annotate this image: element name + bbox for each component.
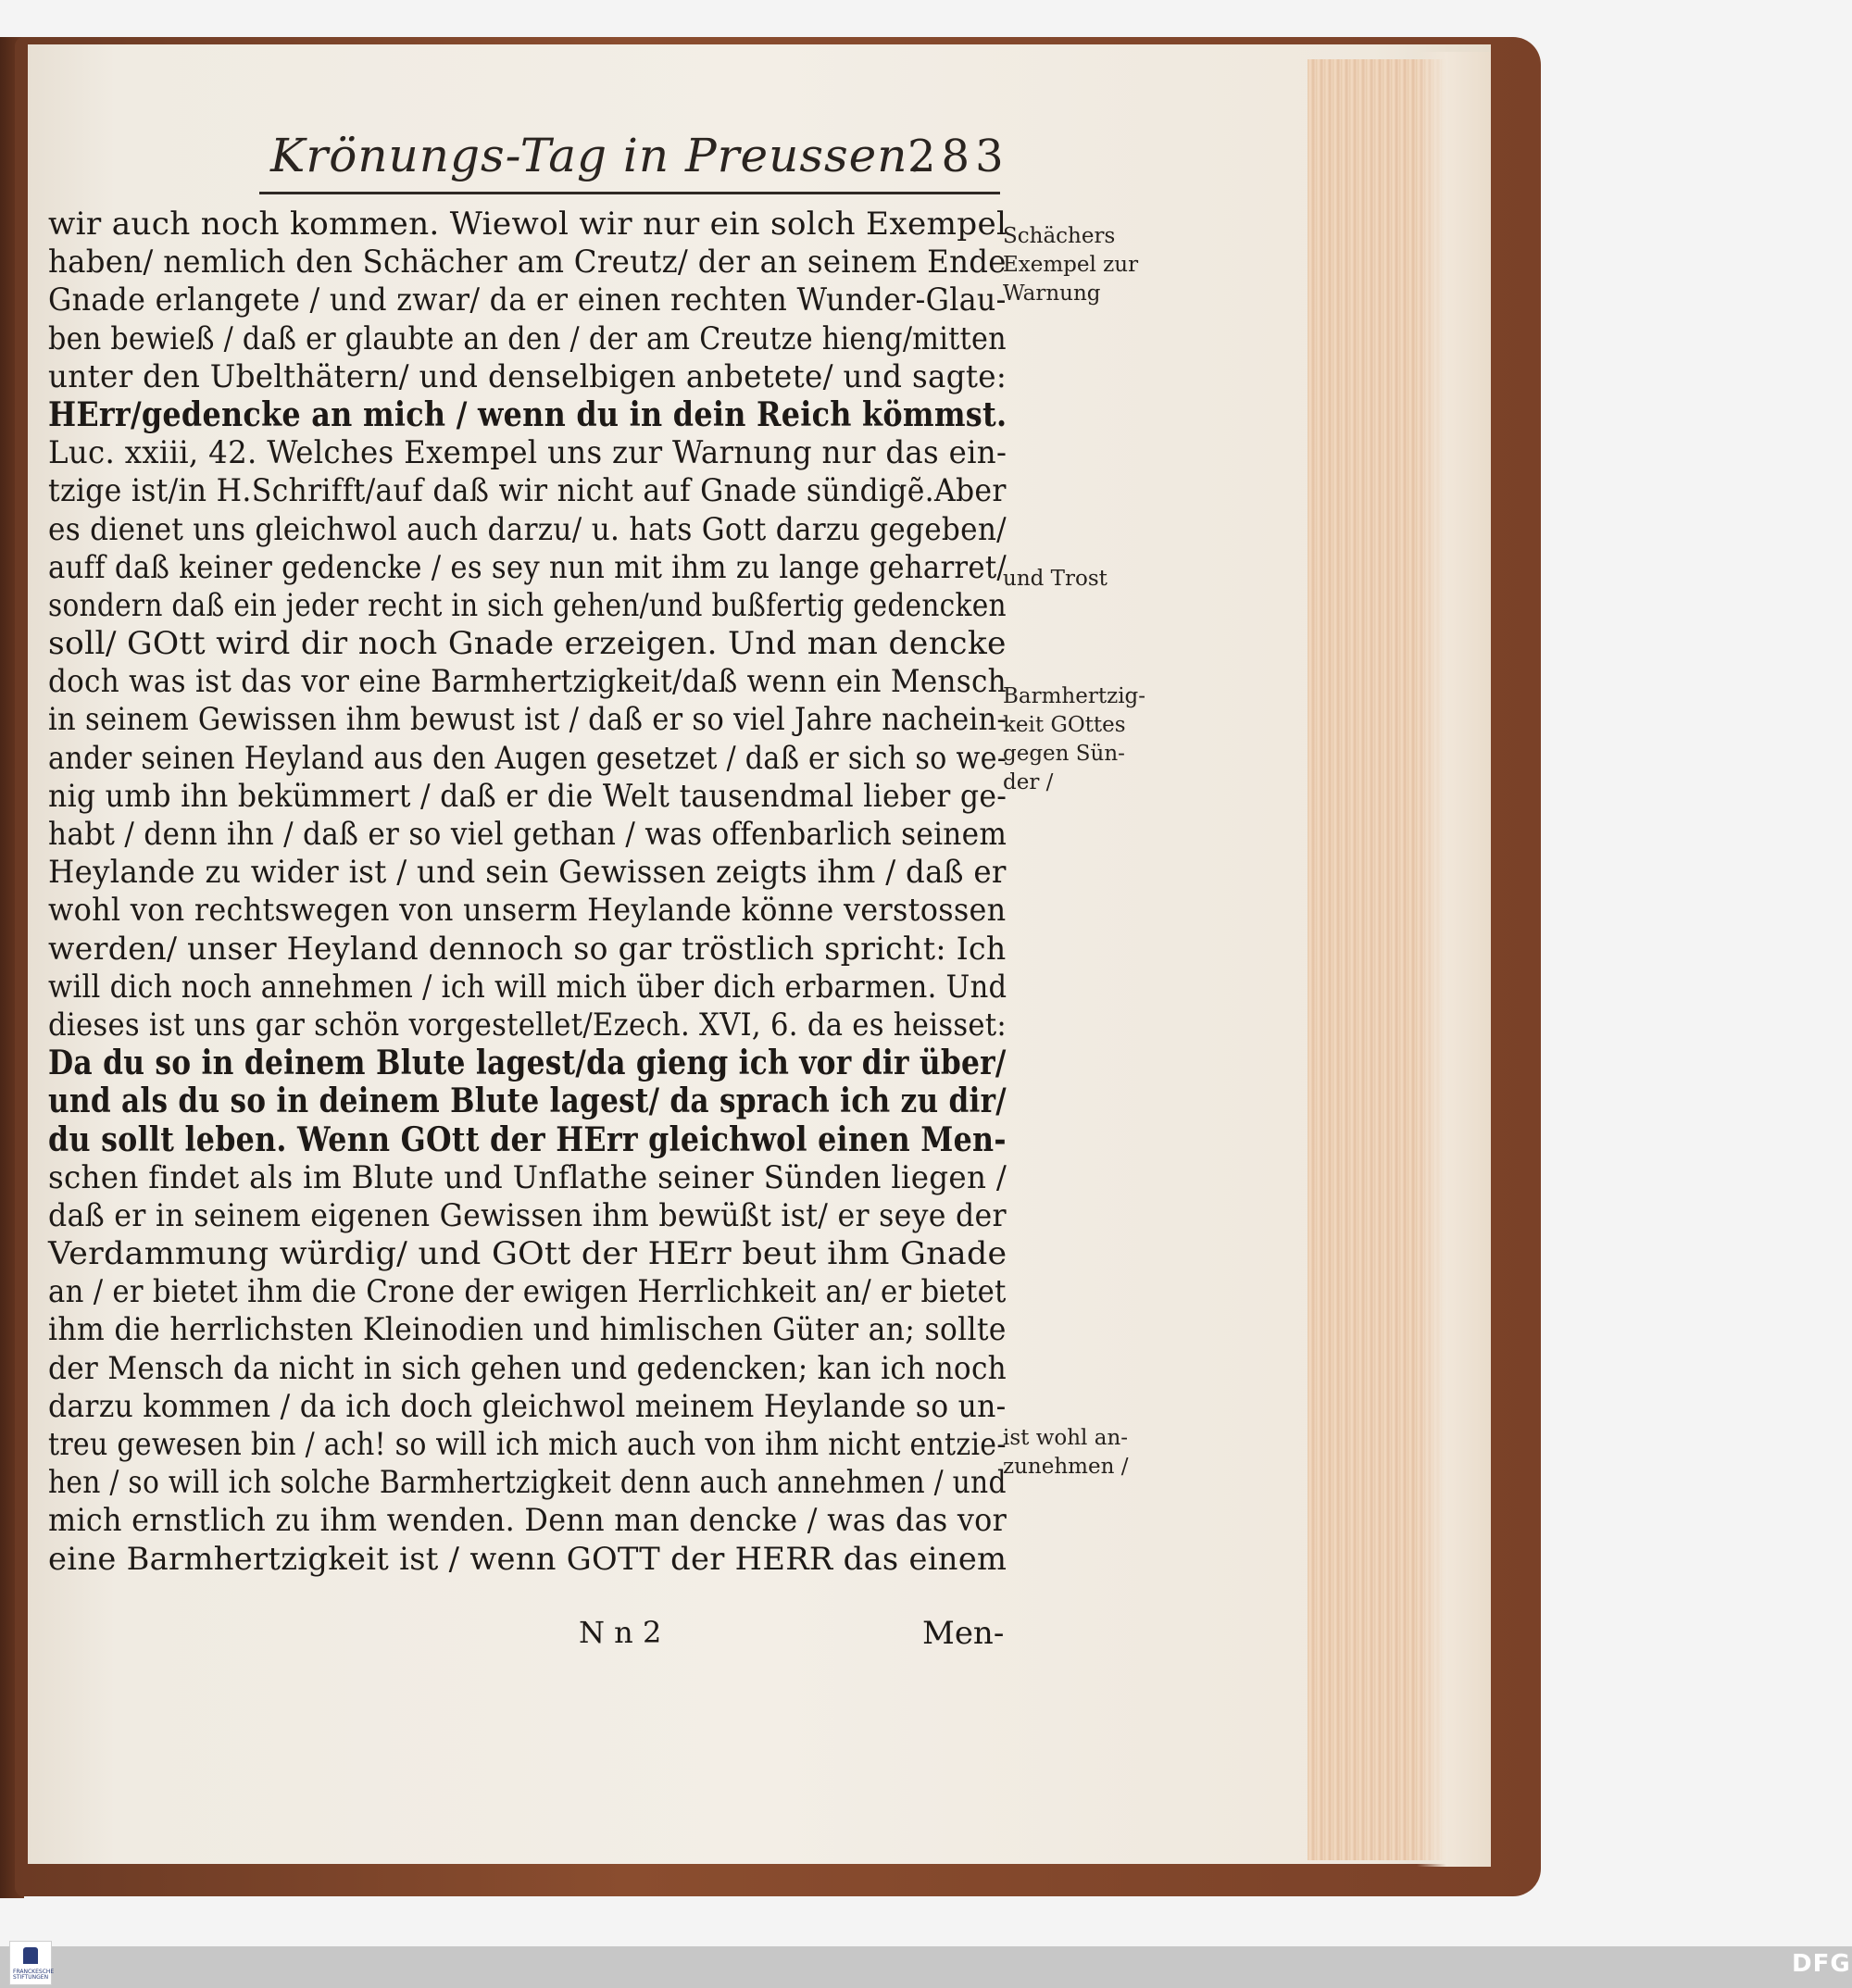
text-line: Luc. xxiii, 42. Welches Exempel uns zur Warnung nur das ein- xyxy=(48,434,1007,472)
page-number: 283 xyxy=(907,131,1009,182)
text-line: in seinem Gewissen ihm bewust ist / daß er so viel Jahre nachein- xyxy=(48,701,1007,739)
margin-note-line: Warnung xyxy=(1003,281,1101,306)
text-line: haben/ nemlich den Schächer am Creutz/ der an seinem Ende xyxy=(48,244,1007,281)
catchword: Men- xyxy=(922,1615,1005,1652)
text-line: werden/ unser Heyland dennoch so gar tröstlich spricht: Ich xyxy=(48,930,1007,968)
page-edge-rim xyxy=(1417,52,1491,1867)
text-line: du sollt leben. Wenn GOtt der HErr gleichwol einen Men- xyxy=(48,1119,1007,1159)
header-rule xyxy=(259,192,1000,194)
text-line: ihm die herrlichsten Kleinodien und himlischen Güter an; sollte xyxy=(48,1311,1007,1349)
text-line: sondern daß ein jeder recht in sich gehen/und bußfertig gedencken xyxy=(48,586,1007,624)
francke-logo[interactable] xyxy=(9,1941,55,1985)
francke-logo-caption: FRANCKESCHE STIFTUNGEN xyxy=(13,1969,55,1981)
text-line: treu gewesen bin / ach! so will ich mich auch von ihm nicht entzie- xyxy=(48,1426,1007,1463)
dfg-logo[interactable]: DFG xyxy=(1792,1950,1851,1978)
text-line: unter den Ubelthätern/ und denselbigen anbetete/ und sagte: xyxy=(48,357,1007,395)
text-line: darzu kommen / da ich doch gleichwol meinem Heylande so un- xyxy=(48,1387,1007,1425)
text-line: doch was ist das vor eine Barmhertzigkeit/daß wenn ein Mensch xyxy=(48,663,1007,701)
signature-mark: N n 2 xyxy=(579,1615,662,1650)
text-line: HErr/gedencke an mich / wenn du in dein Reich kömmst. xyxy=(48,394,1007,434)
margin-note-mercy xyxy=(1003,682,1145,797)
text-line: Gnade erlangete / und zwar/ da er einen rechten Wunder-Glau- xyxy=(48,281,1007,319)
margin-note-line: Exempel zur xyxy=(1003,253,1139,277)
margin-note-line: Barmhertzig- xyxy=(1003,684,1146,708)
text-line: Verdammung würdig/ und GOtt der HErr beut ihm Gnade xyxy=(48,1235,1007,1273)
francke-logo-icon xyxy=(23,1947,38,1964)
text-line: wir auch noch kommen. Wiewol wir nur ein solch Exempel xyxy=(48,206,1007,243)
text-line: soll/ GOtt wird dir noch Gnade erzeigen. Und man dencke xyxy=(48,625,1007,663)
text-line: eine Barmhertzigkeit ist / wenn GOTT der HERR das einem xyxy=(48,1540,1007,1578)
text-line: habt / denn ihn / daß er so viel gethan / was offenbarlich seinem xyxy=(48,816,1007,853)
text-line: auff daß keiner gedencke / es sey nun mit ihm zu lange geharret/ xyxy=(48,548,1007,586)
text-line: nig umb ihn bekümmert / daß er die Welt tausendmal lieber ge- xyxy=(48,777,1007,815)
margin-note-line: ist wohl an- xyxy=(1003,1426,1129,1450)
text-line: Da du so in deinem Blute lagest/da gieng ich vor dir über/ xyxy=(48,1044,1007,1083)
body-text xyxy=(48,206,1011,1579)
text-line: ander seinen Heyland aus den Augen gesetzet / daß er sich so we- xyxy=(48,739,1007,777)
page-header xyxy=(259,125,1009,190)
text-line: es dienet uns gleichwol auch darzu/ u. hats Gott darzu gegeben/ xyxy=(48,510,1007,548)
text-line: will dich noch annehmen / ich will mich über dich erbarmen. Und xyxy=(48,968,1007,1006)
margin-note-line: gegen Sün- xyxy=(1003,742,1125,766)
margin-note-accept xyxy=(1003,1424,1128,1482)
text-line: dieses ist uns gar schön vorgestellet/Ezech. XVI, 6. da es heisset: xyxy=(48,1006,1007,1044)
text-line: mich ernstlich zu ihm wenden. Denn man dencke / was das vor xyxy=(48,1502,1007,1540)
margin-note-line: keit GOttes xyxy=(1003,713,1126,737)
text-line: daß er in seinem eigenen Gewissen ihm bewüßt ist/ er seye der xyxy=(48,1196,1007,1234)
running-title: Krönungs-Tag in Preussen. xyxy=(270,129,924,182)
text-line: an / er bietet ihm die Crone der ewigen Herrlichkeit an/ er bietet xyxy=(48,1273,1007,1311)
text-line: wohl von rechtswegen von unserm Heylande könne verstossen xyxy=(48,892,1007,930)
text-line: und als du so in deinem Blute lagest/ da sprach ich zu dir/ xyxy=(48,1082,1007,1121)
text-line: ben bewieß / daß er glaubte an den / der am Creutze hieng/mitten xyxy=(48,319,1007,357)
text-line: Heylande zu wider ist / und sein Gewissen zeigts ihm / daß er xyxy=(48,854,1007,892)
margin-note-warning xyxy=(1003,222,1138,308)
margin-note-line: und Trost xyxy=(1003,567,1107,591)
margin-note-line: zunehmen / xyxy=(1003,1455,1129,1479)
text-line: der Mensch da nicht in sich gehen und gedencken; kan ich noch xyxy=(48,1349,1007,1387)
margin-note-line: Schächers xyxy=(1003,224,1116,248)
viewer-footer-bar xyxy=(0,1946,1852,1988)
margin-note-line: der / xyxy=(1003,770,1054,794)
text-line: tzige ist/in H.Schrifft/auf daß wir nicht auf Gnade sündigẽ.Aber xyxy=(48,472,1007,510)
text-line: hen / so will ich solche Barmhertzigkeit denn auch annehmen / und xyxy=(48,1464,1007,1502)
text-line: schen findet als im Blute und Unflathe seiner Sünden liegen / xyxy=(48,1158,1007,1196)
margin-note-comfort xyxy=(1003,565,1107,594)
